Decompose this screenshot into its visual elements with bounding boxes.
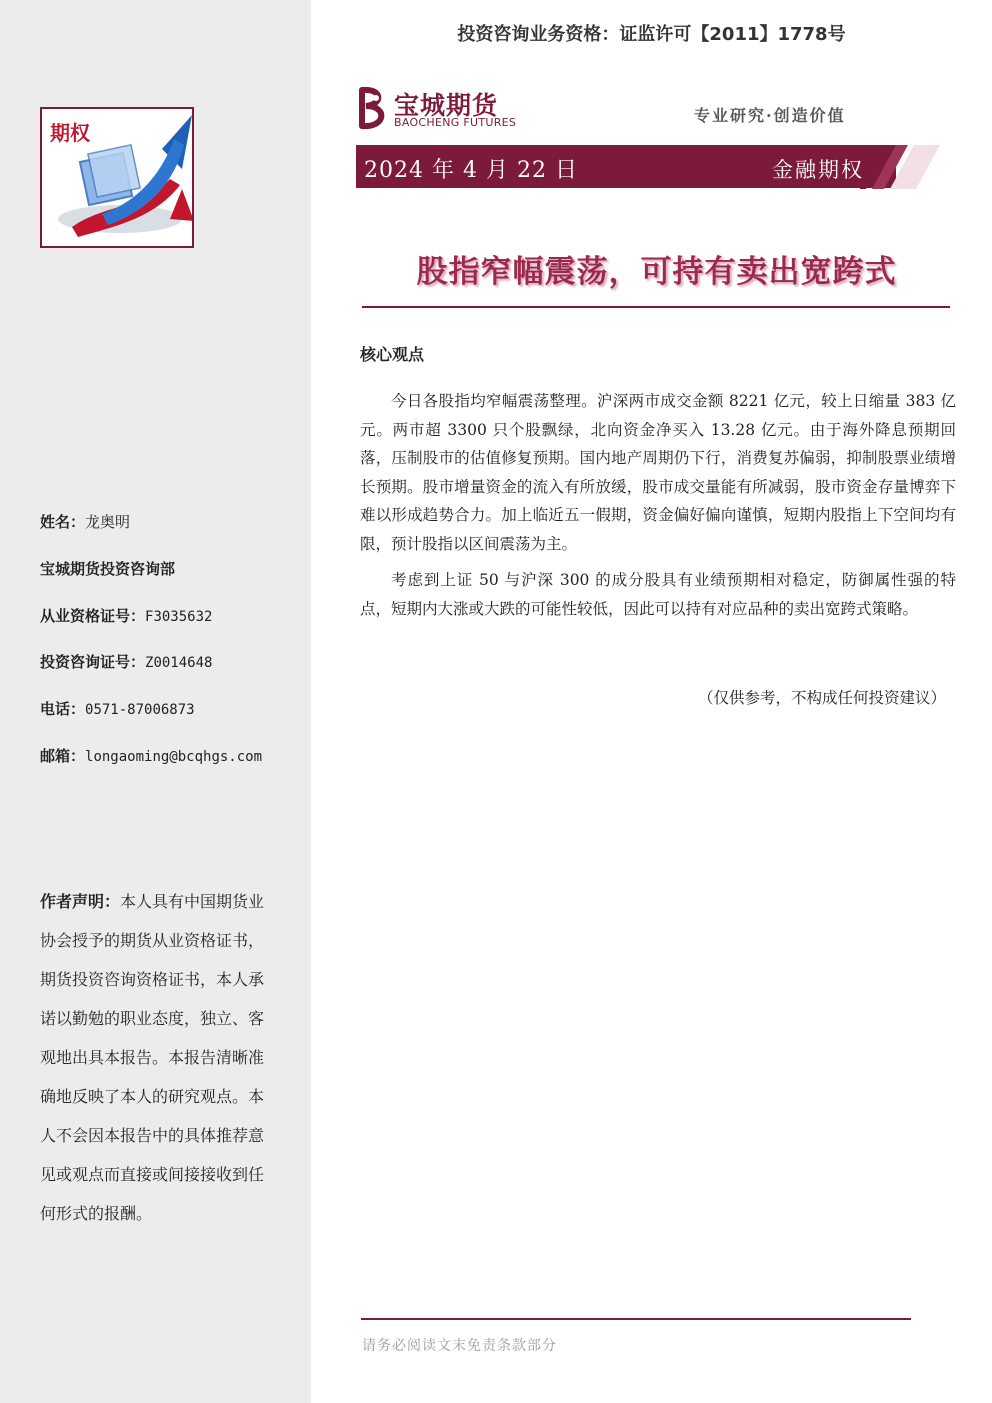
department-name: 宝城期货投资咨询部 — [40, 560, 176, 578]
logo-b-icon — [356, 86, 390, 130]
disclaimer: （仅供参考，不构成任何投资建议） — [697, 689, 946, 707]
consult-cert-row — [40, 651, 212, 672]
badge-label: 期权 — [50, 121, 90, 145]
title-divider — [362, 306, 950, 308]
report-title: 股指窄幅震荡，可持有卖出宽跨式 — [416, 254, 897, 290]
statement-text: 本人具有中国期货业协会授予的期货从业资格证书，期货投资咨询资格证书，本人承诺以勤勉的职业态度，独立、客观地出具本报告。本报告清晰准确地反映了本人的研究观点。本人不会因本报告中的具体推荐意见或观点而直接或间接接收到任何形式的报酬。 — [40, 892, 265, 1223]
qualification-label: 从业资格证号： — [40, 607, 146, 625]
qualification-number: F3035632 — [145, 609, 213, 625]
consult-cert-label: 投资咨询证号： — [40, 653, 146, 671]
phone-number: 0571-87006873 — [85, 702, 195, 718]
qualification-row — [40, 605, 212, 626]
banner-stripes — [860, 145, 944, 189]
author-name-label: 姓名： — [40, 513, 86, 531]
paragraph: 考虑到上证 50 与沪深 300 的成分股具有业绩预期相对稳定，防御属性强的特点，短期内大涨或大跌的可能性较低，因此可以持有对应品种的卖出宽跨式策略。 — [360, 571, 956, 618]
email-label: 邮箱： — [40, 747, 86, 765]
company-logo — [356, 86, 526, 132]
consult-cert-number: Z0014648 — [145, 655, 213, 671]
phone-row — [40, 698, 195, 719]
author-name: 龙奥明 — [85, 513, 131, 531]
email-address[interactable]: longaoming@bcqhgs.com — [85, 749, 263, 765]
report-category: 金融期权 — [772, 158, 864, 182]
logo-name-en: BAOCHENG FUTURES — [394, 116, 517, 129]
footer-divider — [361, 1318, 911, 1320]
author-department — [40, 558, 175, 579]
phone-label: 电话： — [40, 700, 86, 718]
author-name-row — [40, 511, 130, 532]
options-badge — [40, 107, 194, 248]
logo-name-cn: 宝城期货 — [394, 91, 499, 120]
license-header: 投资咨询业务资格：证监许可【2011】1778号 — [457, 24, 846, 45]
author-statement — [40, 882, 272, 1233]
slogan: 专业研究·创造价值 — [694, 106, 846, 125]
paragraph: 今日各股指均窄幅震荡整理。沪深两市成交金额 8221 亿元，较上日缩量 383 亿元。两市超 3300 只个股飘绿，北向资金净买入 13.28 亿元。由于海外降息预期回落，压制股市的估值修复预期。国内地产周期仍下行，消费复苏偏弱，抑制股票业绩增长预期。股市增量资金的流入有所放缓，股市成交量能有所减弱，股市资金存量博弈下难以形成趋势合力。加上临近五一假期，资金偏好偏向谨慎，短期内股指上下空间均有限，预计股指以区间震荡为主。 — [360, 392, 956, 553]
report-date: 2024 年 4 月 22 日 — [364, 158, 578, 183]
statement-label: 作者声明： — [40, 892, 121, 911]
email-row — [40, 745, 262, 766]
section-heading: 核心观点 — [360, 345, 425, 364]
footer-note: 请务必阅读文末免责条款部分 — [362, 1338, 557, 1354]
